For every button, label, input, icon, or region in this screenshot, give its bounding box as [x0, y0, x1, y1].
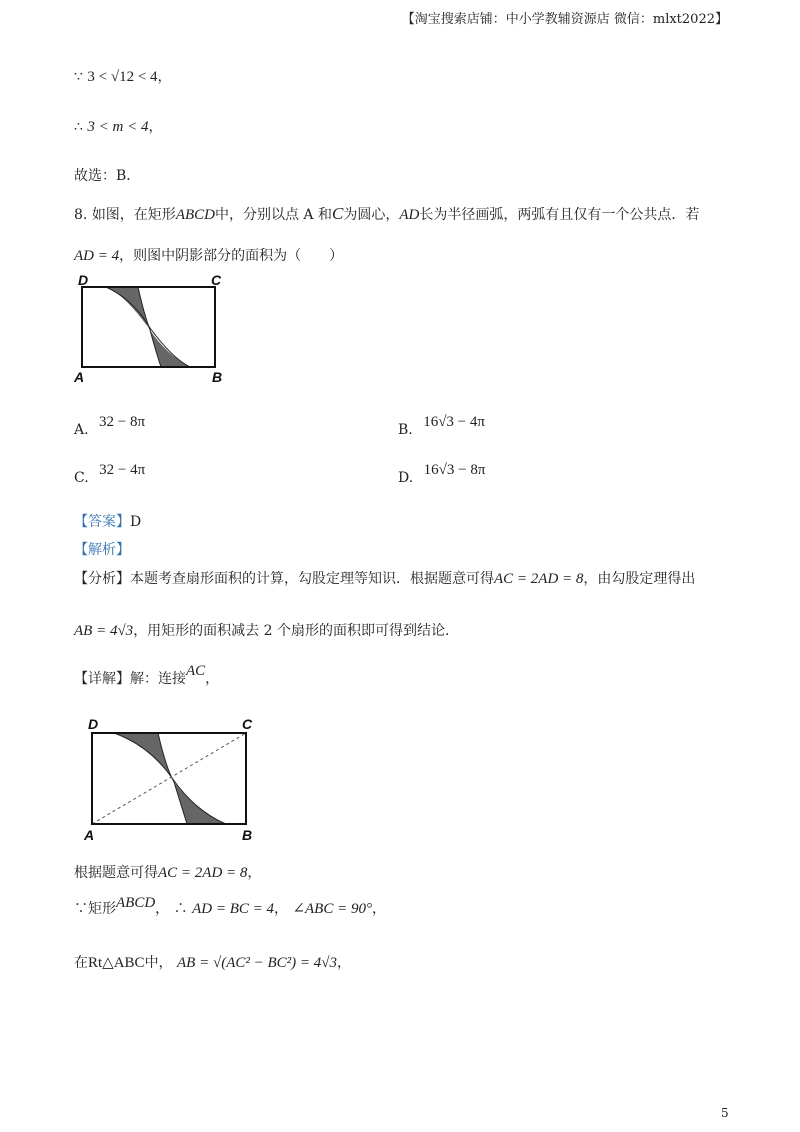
comma: ， — [371, 901, 386, 917]
given-ad: AD = 4 — [74, 248, 120, 264]
option-value: 16√3 − 4π — [423, 414, 485, 430]
question-number: 8. — [74, 207, 88, 223]
question-text: 为圆心， — [343, 207, 400, 223]
option-key: A. — [74, 422, 89, 438]
label-d: D — [78, 272, 89, 288]
label-d: D — [88, 716, 99, 732]
comma: ， — [205, 671, 220, 687]
eq-ac: AC = 2AD = 8 — [158, 865, 248, 881]
answer-line — [74, 511, 141, 531]
analysis-text: 本题考查扇形面积的计算，勾股定理等知识．根据题意可得 — [130, 571, 494, 587]
comma: ， — [157, 69, 172, 85]
option-a — [74, 414, 146, 438]
step-3 — [74, 952, 351, 972]
label-a: A — [84, 827, 95, 843]
analysis-tag: 【解析】 — [74, 542, 130, 558]
rect-name: ABCD — [116, 895, 156, 911]
eq-pythagoras: AB = √(AC² − BC²) = 4√3 — [177, 955, 337, 971]
diagonal-ac — [92, 733, 246, 824]
comma: ， — [274, 901, 288, 917]
analysis-text: ，由勾股定理得出 — [583, 571, 696, 587]
comma: ， — [148, 119, 163, 135]
analysis-sub-tag: 【分析】 — [74, 571, 130, 587]
page-number: 5 — [721, 1106, 729, 1120]
triangle-name: Rt△ABC — [88, 955, 145, 971]
detail-line — [74, 663, 220, 688]
figure-rectangle-arcs — [72, 272, 232, 390]
comma: ， — [337, 955, 351, 971]
eq-ac: AC = 2AD = 8 — [494, 571, 584, 587]
option-d — [398, 462, 486, 486]
eq-angle: ∠ABC = 90° — [292, 901, 372, 917]
option-value: 16√3 − 8π — [423, 462, 486, 478]
answer-tag: 【答案】 — [74, 514, 130, 530]
arc-from-a — [114, 733, 226, 824]
eq-ab: AB = 4√3 — [74, 623, 134, 639]
rect-name: ABCD — [175, 207, 215, 223]
question-text: ，则图中阴影部分的面积为（ ） — [119, 248, 344, 264]
step-2 — [74, 895, 386, 918]
detail-text: 解：连接 — [130, 671, 186, 687]
analysis-line-2 — [74, 620, 459, 640]
figure-with-diagonal — [80, 712, 270, 844]
inequality-m: 3 < m < 4 — [87, 119, 149, 135]
question-line-2 — [74, 245, 343, 265]
inequality-sqrt12: 3 < √12 < 4 — [87, 69, 158, 85]
option-value: 32 − 8π — [99, 414, 146, 430]
answer-value: D — [130, 514, 142, 530]
question-text: 如图，在矩形 — [91, 207, 176, 223]
step-1 — [74, 862, 261, 882]
label-b: B — [242, 827, 253, 843]
eq-ad-bc: AD = BC = 4 — [192, 901, 274, 917]
option-key: D. — [398, 470, 414, 486]
comma: ， — [155, 901, 170, 917]
option-b — [398, 414, 485, 438]
because-symbol: ∵ — [74, 69, 83, 85]
detail-tag: 【详解】 — [74, 671, 130, 687]
segment-ac: AC — [186, 663, 206, 679]
shaded-region-right — [174, 782, 226, 824]
step-text: 根据题意可得 — [74, 865, 158, 881]
step-text: ∵矩形 — [74, 901, 116, 917]
option-key: C. — [74, 470, 89, 486]
choice-line: 故选：B． — [74, 168, 141, 184]
therefore-symbol: ∴ — [74, 119, 83, 135]
label-b: B — [212, 369, 223, 385]
header-note: 【淘宝搜索店铺：中小学教辅资源店 微信：mlxt2022】 — [401, 12, 728, 27]
point-c: C — [332, 204, 344, 223]
label-a: A — [74, 369, 85, 385]
arc-from-c — [158, 733, 187, 824]
option-key: B. — [398, 422, 413, 438]
label-c: C — [242, 716, 253, 732]
segment-ad: AD — [399, 207, 420, 223]
question-text: 长为半径画弧，两弧有且仅有一个公共点．若 — [419, 207, 700, 223]
question-line-1 — [74, 204, 699, 224]
option-value: 32 − 4π — [99, 462, 146, 478]
pre-line-1 — [74, 66, 172, 86]
label-c: C — [211, 272, 222, 288]
therefore-symbol: ∴ — [173, 901, 188, 917]
comma: ， — [247, 865, 262, 881]
option-c — [74, 462, 146, 486]
question-text: 中，分别以点 A 和 — [214, 207, 332, 223]
pre-line-2 — [74, 116, 162, 136]
step-text: 中， — [144, 955, 173, 971]
step-text: 在 — [74, 955, 88, 971]
analysis-text: ，用矩形的面积减去 2 个扇形的面积即可得到结论． — [133, 623, 459, 639]
analysis-line-1 — [74, 568, 695, 588]
